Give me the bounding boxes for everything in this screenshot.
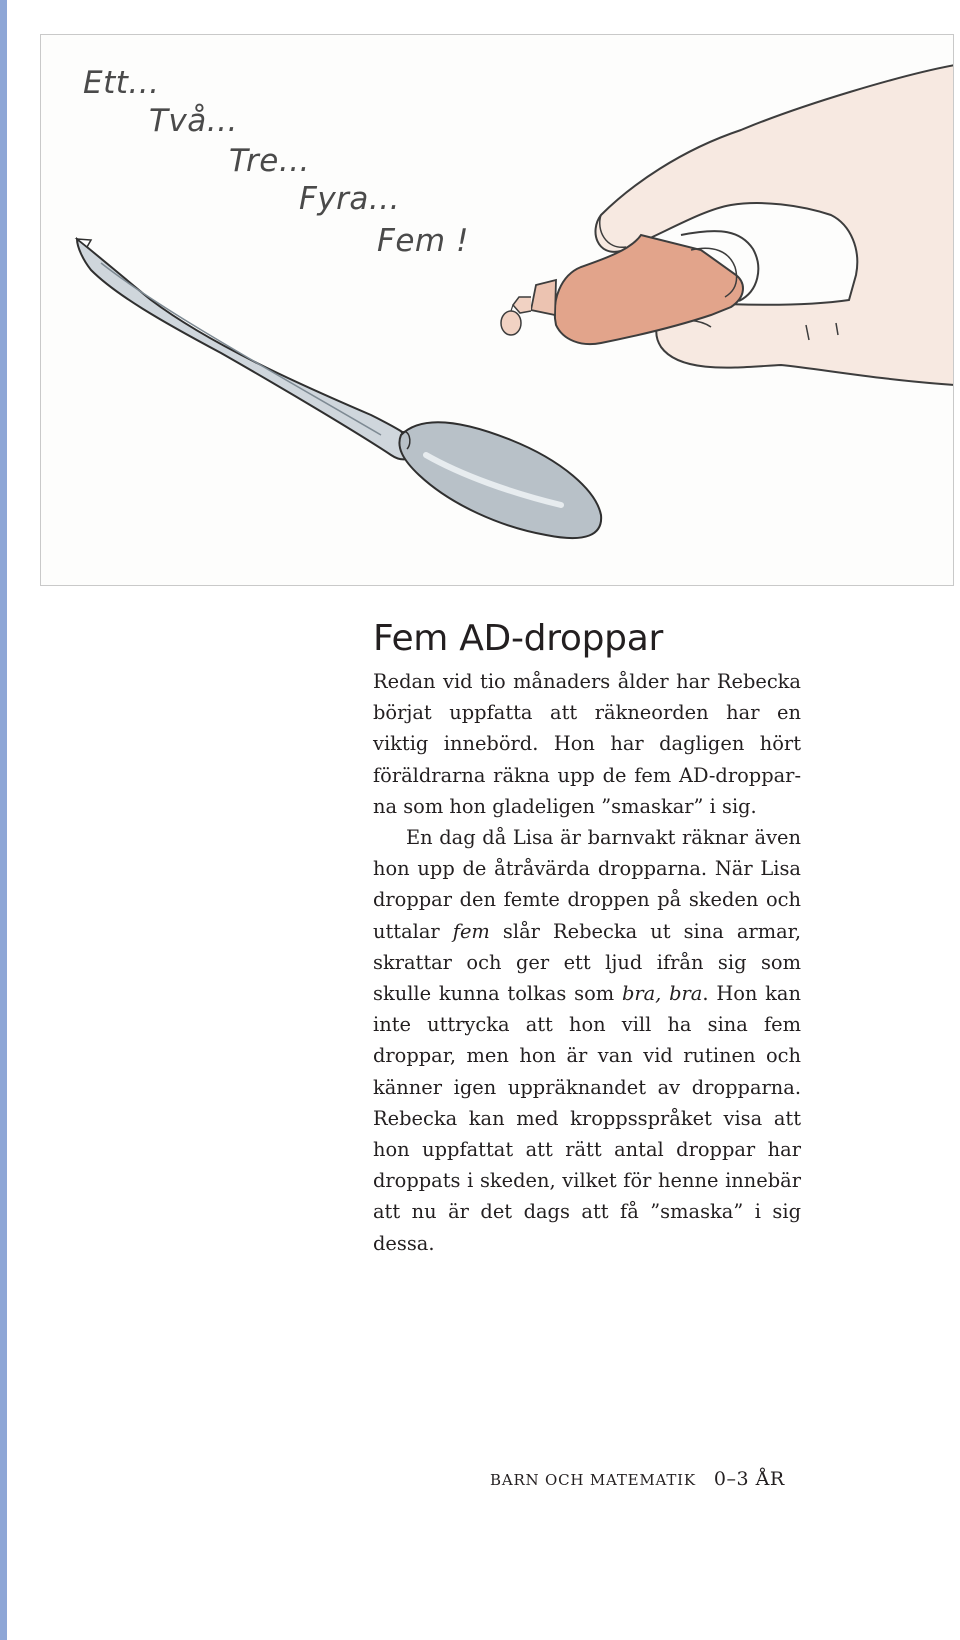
counting-word-two: Två... (149, 103, 238, 139)
body-text: En dag då Lisa är barnvakt räknar även hon upp de åtråvärda dropparna. När Lisa droppar den femte droppen på skeden och uttalar (373, 826, 801, 943)
counting-word-four: Fyra... (299, 181, 400, 217)
spoon-drawing (77, 239, 601, 538)
body-text: Redan vid tio månaders ålder har Rebecka börjat uppfatta att räkneorden har en viktig innebörd. Hon har dagligen hört föräldrarna räkna upp de fem AD-dropparna som hon gladeligen ”smaskar” i sig. (373, 670, 801, 818)
spoon-drops-illustration (40, 34, 954, 586)
article (373, 616, 801, 1259)
body-text: . Hon kan inte uttrycka att hon vill ha sina fem droppar, men hon är van vid rutinen och känner igen uppräknandet av dropparna. Rebecka kan med kroppsspråket visa att hon uppfattat att rätt antal droppar har droppats i skeden, vilket för henne innebär att nu är det dags att få ”smaska” i sig dessa. (373, 982, 801, 1255)
footer-age-range: 0–3 ÅR (713, 1468, 785, 1490)
emphasis-text: bra, bra (621, 982, 703, 1006)
footer-book-title: BARN OCH MATEMATIK (490, 1471, 696, 1489)
body-text: slår Rebecka ut sina armar, skrattar och ger ett ljud ifrån sig som skulle kunna tolkas som (373, 919, 801, 1006)
counting-word-three: Tre... (229, 143, 310, 179)
hand-drawing (595, 65, 954, 385)
counting-word-five: Fem ! (377, 223, 469, 259)
article-body (373, 666, 801, 1259)
page-edge-bar (0, 0, 7, 1640)
article-title: Fem AD-droppar (373, 618, 663, 659)
emphasis-text: fem (452, 919, 490, 943)
counting-word-one: Ett... (83, 65, 160, 101)
page-footer (490, 1468, 802, 1490)
